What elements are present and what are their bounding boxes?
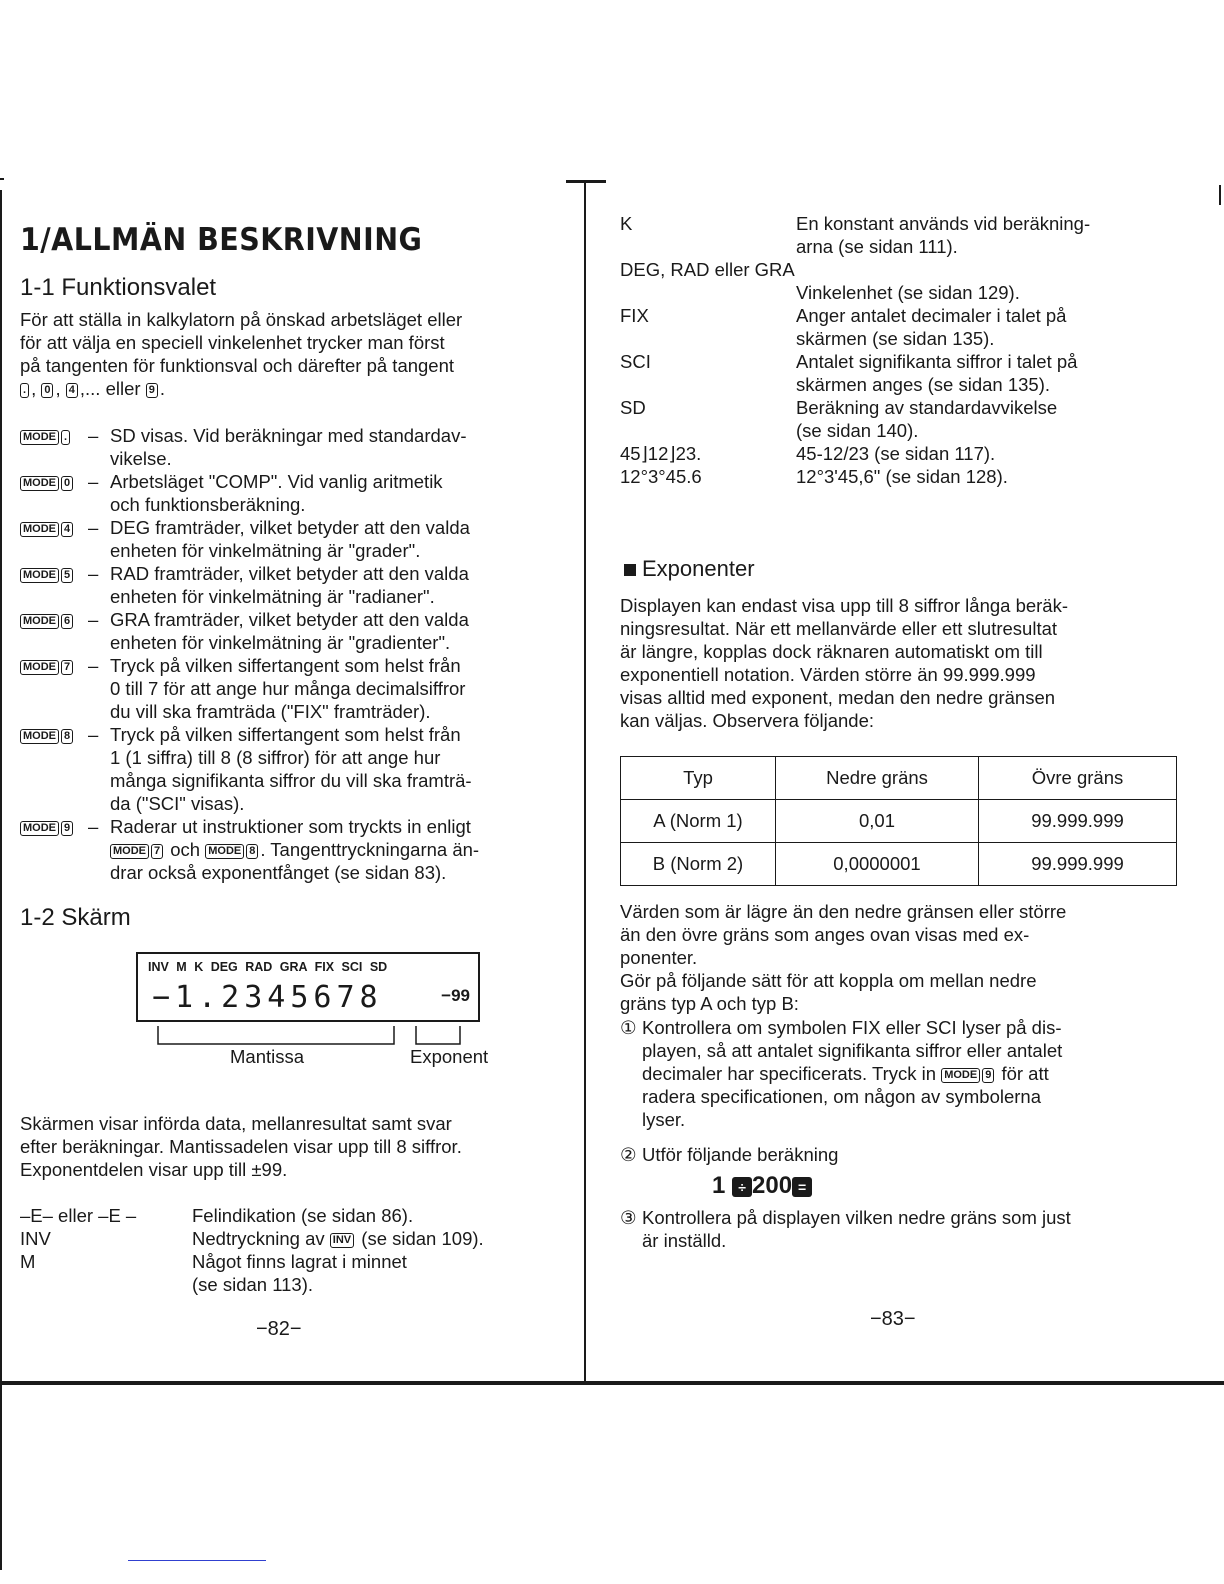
- intro-ellipsis: ,...: [79, 378, 101, 399]
- mode-key-icon: MODE: [20, 522, 59, 537]
- indicator-term: FIX: [620, 305, 649, 326]
- mode-desc-line: vikelse.: [110, 448, 172, 469]
- step-item: [620, 1143, 1180, 1166]
- after-table-line: gräns typ A och typ B:: [620, 993, 799, 1014]
- table-cell: A (Norm 1): [621, 800, 776, 843]
- display-text-line: Exponentdelen visar upp till ±99.: [20, 1159, 288, 1180]
- after-table-line: ponenter.: [620, 947, 698, 968]
- mode-item: MODE 0 – Arbetsläget "COMP". Vid vanlig aritmetik och funktionsberäkning.: [20, 470, 580, 516]
- section2-title: 1-2 Skärm: [20, 904, 131, 931]
- table-cell: 99.999.999: [979, 843, 1177, 886]
- mode-key-icon: MODE: [20, 568, 59, 583]
- mode-desc-line: Tryck på vilken siffertangent som helst från: [110, 655, 461, 676]
- after-table-line: än den övre gräns som anges ovan visas med ex-: [620, 924, 1030, 945]
- digit-key-icon: 5: [61, 568, 73, 583]
- mode-desc-line: enheten för vinkelmätning är "radianer".: [110, 586, 435, 607]
- indicator-term: –E– eller –E –: [20, 1205, 137, 1226]
- intro-line-4: . , 0 , 4 ,... eller 9 .: [20, 377, 580, 400]
- lcd-exponent-label: Exponent: [410, 1046, 489, 1067]
- mode-desc-line: [110, 838, 580, 861]
- indicator-desc: Anger antalet decimaler i talet på: [796, 305, 1067, 326]
- mode-key-icon: MODE: [20, 476, 59, 491]
- mode-desc-line: du vill ska framträda ("FIX" framträder).: [110, 701, 431, 722]
- table-row: [621, 800, 1177, 843]
- step-number: ③: [620, 1207, 637, 1228]
- indicator-row: [620, 373, 1180, 396]
- digit-key-icon: 6: [61, 614, 73, 629]
- indicator-term: K: [620, 213, 633, 234]
- display-text-line: efter beräkningar. Mantissadelen visar upp till 8 siffror.: [20, 1136, 462, 1157]
- step-line: Kontrollera på displayen vilken nedre gräns som just: [642, 1207, 1071, 1228]
- lcd-mantissa: −1.2345678: [152, 980, 383, 1015]
- step-number: ②: [620, 1144, 637, 1165]
- indicator-desc: 45-12/23 (se sidan 117).: [796, 443, 996, 464]
- indicator-desc: Något finns lagrat i minnet: [192, 1251, 407, 1272]
- key-4-icon: 4: [66, 383, 78, 398]
- after-table-line: Värden som är lägre än den nedre gränsen eller större: [620, 901, 1067, 922]
- digit-key-icon: 0: [61, 476, 73, 491]
- intro-eller: eller: [105, 378, 141, 399]
- table-header: Nedre gräns: [776, 757, 979, 800]
- indicator-desc: (se sidan 140).: [796, 420, 919, 441]
- indicator-row: [620, 327, 1180, 350]
- mode-key-icon: MODE: [20, 614, 59, 629]
- mode-desc-line: 1 (1 siffra) till 8 (8 siffror) för att ange hur: [110, 747, 441, 768]
- indicator-row: [620, 304, 1180, 327]
- mode-desc-line: Tryck på vilken siffertangent som helst från: [110, 724, 461, 745]
- indicator-term: M: [20, 1251, 36, 1272]
- mode-desc-line: DEG framträder, vilket betyder att den valda: [110, 517, 470, 538]
- indicator-term: 12°3°45.6: [620, 466, 702, 487]
- step-line: [642, 1062, 1062, 1085]
- mode-key-icon: MODE: [20, 660, 59, 675]
- indicator-row: [20, 1273, 580, 1296]
- indicator-term: SD: [620, 397, 646, 418]
- indicator-desc: Felindikation (se sidan 86).: [192, 1205, 414, 1226]
- mode-desc-line: och funktionsberäkning.: [110, 494, 306, 515]
- exp-text-line: ningsresultat. När ett mellanvärde eller ett slutresultat: [620, 618, 1058, 639]
- indicator-desc: [192, 1227, 580, 1250]
- table-cell: 0,0000001: [776, 843, 979, 886]
- page-number-left: −82−: [256, 1318, 302, 1340]
- indicator-desc: skärmen (se sidan 135).: [796, 328, 995, 349]
- exp-text-line: exponentiell notation. Värden större än 99.999.999: [620, 664, 1036, 685]
- key-9-icon: 9: [146, 383, 158, 398]
- indicator-desc: arna (se sidan 111).: [796, 236, 958, 257]
- center-divider: [584, 182, 586, 1382]
- indicator-row: [620, 281, 1180, 304]
- indicator-row: [620, 396, 1180, 419]
- table-cell: 99.999.999: [979, 800, 1177, 843]
- step-number: ①: [620, 1017, 637, 1038]
- indicator-row: [20, 1204, 580, 1227]
- mode-desc-line: 0 till 7 för att ange hur många decimalsiffror: [110, 678, 466, 699]
- center-top-mark: [566, 180, 606, 183]
- exponents-title: [624, 556, 755, 582]
- step-line: playen, så att antalet signifikanta siffror eller antalet: [642, 1040, 1063, 1061]
- lcd-exponent: −99: [441, 986, 470, 1005]
- page-number-right: −83−: [870, 1308, 916, 1330]
- indicator-desc: Vinkelenhet (se sidan 129).: [796, 282, 1020, 303]
- mode-item: MODE 8 – Tryck på vilken siffertangent som helst från 1 (1 siffra) till 8 (8 siffror) för att ange hur många signifikanta siffror du vill ska framträ- da ("SCI" visas).: [20, 723, 580, 815]
- lcd-mantissa-label: Mantissa: [230, 1046, 305, 1067]
- mode-item: MODE . – SD visas. Vid beräkningar med standardav- vikelse.: [20, 424, 580, 470]
- lcd-indicators: INV M K DEG RAD GRA FIX SCI SD: [148, 960, 388, 974]
- indicator-row: [620, 442, 1180, 465]
- equals-key-icon: =: [792, 1177, 812, 1197]
- key-dot-icon: .: [20, 383, 29, 398]
- mode-item: MODE 4 – DEG framträder, vilket betyder att den valda enheten för vinkelmätning är "grader".: [20, 516, 580, 562]
- exponents-title-text: Exponenter: [642, 556, 755, 581]
- digit-key-icon: .: [61, 430, 70, 445]
- mode-desc-line: enheten för vinkelmätning är "grader".: [110, 540, 421, 561]
- indicator-desc: 12°3'45,6" (se sidan 128).: [796, 466, 1008, 487]
- step-line-text: för att: [1001, 1063, 1049, 1084]
- mode-key-icon: MODE: [20, 430, 59, 445]
- indicator-row: [620, 212, 1180, 235]
- step-line: är inställd.: [642, 1230, 727, 1251]
- mode-item: MODE 6 – GRA framträder, vilket betyder att den valda enheten för vinkelmätning är "gradienter".: [20, 608, 580, 654]
- table-row: [621, 843, 1177, 886]
- indicator-term: INV: [20, 1228, 51, 1249]
- mode-desc-line: da ("SCI" visas).: [110, 793, 245, 814]
- intro-line-1: För att ställa in kalkylatorn på önskad arbetsläget eller: [20, 309, 463, 330]
- exp-text-line: visas alltid med exponent, medan den nedre gränsen: [620, 687, 1056, 708]
- step-item: [620, 1016, 1180, 1131]
- step-line: lyser.: [642, 1109, 686, 1130]
- bullet-square-icon: [624, 564, 636, 576]
- divide-key-icon: ÷: [732, 1177, 752, 1197]
- indicator-desc: En konstant används vid beräkning-: [796, 213, 1091, 234]
- exp-text-line: Displayen kan endast visa upp till 8 siffror långa beräk-: [620, 595, 1069, 616]
- key-0-icon: 0: [41, 383, 53, 398]
- step-line-text: decimaler har specificerats. Tryck in: [642, 1063, 937, 1084]
- inv-desc-b: (se sidan 109).: [361, 1228, 484, 1249]
- table-cell: B (Norm 2): [621, 843, 776, 886]
- mode-desc-line: Raderar ut instruktioner som tryckts in enligt: [110, 816, 471, 837]
- digit-key-icon: 7: [61, 660, 73, 675]
- indicator-desc: skärmen anges (se sidan 135).: [796, 374, 1050, 395]
- chapter-title: 1/ALLMÄN BESKRIVNING: [20, 222, 423, 258]
- indicator-term: 45⌋12⌋23.: [620, 443, 702, 464]
- mode-desc-line: Arbetsläget "COMP". Vid vanlig aritmetik: [110, 471, 443, 492]
- mode-key-icon: MODE: [20, 821, 59, 836]
- step-line: radera specificationen, om någon av symbolerna: [642, 1086, 1042, 1107]
- indicator-row: [620, 465, 1180, 488]
- indicator-row: [620, 235, 1180, 258]
- mode-key-icon: MODE: [205, 844, 244, 859]
- indicator-desc: Antalet signifikanta siffror i talet på: [796, 351, 1078, 372]
- indicator-row: [20, 1227, 580, 1250]
- lcd-display: [136, 952, 480, 1022]
- mode-desc-line: enheten för vinkelmätning är "gradienter".: [110, 632, 451, 653]
- step-item: [620, 1206, 1180, 1252]
- mode-desc-line: många signifikanta siffror du vill ska framträ-: [110, 770, 472, 791]
- mode-key-icon: MODE: [110, 844, 149, 859]
- digit-key-icon: 7: [151, 844, 163, 859]
- limits-table: [620, 756, 1177, 886]
- intro-line-3: på tangenten för funktionsval och därefter på tangent: [20, 355, 455, 376]
- table-cell: 0,01: [776, 800, 979, 843]
- mode-item: MODE 7 – Tryck på vilken siffertangent som helst från 0 till 7 för att ange hur många decimalsiffror du vill ska framträda ("FIX" framträder).: [20, 654, 580, 723]
- steps-list: [620, 1016, 1180, 1252]
- digit-key-icon: 4: [61, 522, 73, 537]
- inv-key-icon: INV: [330, 1233, 354, 1248]
- section1-title: 1-1 Funktionsvalet: [20, 274, 217, 301]
- indicator-desc: (se sidan 113).: [192, 1274, 313, 1295]
- inv-desc-a: Nedtryckning av: [192, 1228, 325, 1249]
- table-header: Typ: [621, 757, 776, 800]
- bottom-blue-mark: [128, 1560, 266, 1561]
- bottom-rule: [0, 1381, 1224, 1385]
- mode-key-icon: MODE: [20, 729, 59, 744]
- indicator-term: SCI: [620, 351, 651, 372]
- mode-list: [20, 424, 580, 884]
- mode-key-icon: MODE: [941, 1068, 980, 1083]
- indicator-list-left: [20, 1204, 580, 1296]
- mode-desc-line: SD visas. Vid beräkningar med standardav-: [110, 425, 467, 446]
- indicator-row: [20, 1250, 580, 1273]
- step-line: Kontrollera om symbolen FIX eller SCI lyser på dis-: [642, 1017, 1062, 1038]
- mode9-och: och: [170, 839, 201, 860]
- step-line: Utför följande beräkning: [642, 1144, 839, 1165]
- digit-key-icon: 8: [246, 844, 258, 859]
- exp-text-line: kan väljas. Observera följande:: [620, 710, 874, 731]
- table-header: Övre gräns: [979, 757, 1177, 800]
- indicator-desc: Beräkning av standardavvikelse: [796, 397, 1058, 418]
- calc-a: 1: [712, 1172, 726, 1199]
- mode-desc-line: RAD framträder, vilket betyder att den valda: [110, 563, 469, 584]
- digit-key-icon: 9: [61, 821, 73, 836]
- left-border: [0, 190, 2, 1570]
- intro-end: .: [159, 378, 165, 399]
- digit-key-icon: 9: [982, 1068, 994, 1083]
- mode-item: MODE 5 – RAD framträder, vilket betyder att den valda enheten för vinkelmätning är "radianer".: [20, 562, 580, 608]
- digit-key-icon: 8: [61, 729, 73, 744]
- indicator-term: DEG, RAD eller GRA: [620, 259, 795, 280]
- exp-text-line: är längre, kopplas dock räknaren automatiskt om till: [620, 641, 1043, 662]
- indicator-row: [620, 350, 1180, 373]
- mode-item: MODE 9 – Raderar ut instruktioner som tryckts in enligt MODE 7 och MODE 8 . Tangenttryckningarna än- drar också exponentfånget (se sidan 83).: [20, 815, 580, 884]
- mode-desc-line: GRA framträder, vilket betyder att den valda: [110, 609, 469, 630]
- indicator-row: [620, 258, 1180, 281]
- mode9-rest: . Tangenttryckningarna än-: [260, 839, 480, 860]
- calc-sequence: [712, 1172, 1180, 1200]
- indicator-list-right: [620, 212, 1180, 488]
- display-text-line: Skärmen visar införda data, mellanresultat samt svar: [20, 1113, 452, 1134]
- right-border: [1219, 185, 1221, 205]
- after-table-line: Gör på följande sätt för att koppla om mellan nedre: [620, 970, 1037, 991]
- calc-b: 200: [752, 1172, 793, 1199]
- top-left-tick: [0, 178, 4, 180]
- indicator-row: [620, 419, 1180, 442]
- mode-desc-line: drar också exponentfånget (se sidan 83).: [110, 862, 447, 883]
- table-header-row: [621, 757, 1177, 800]
- intro-line-2: för att välja en speciell vinkelenhet trycker man först: [20, 332, 445, 353]
